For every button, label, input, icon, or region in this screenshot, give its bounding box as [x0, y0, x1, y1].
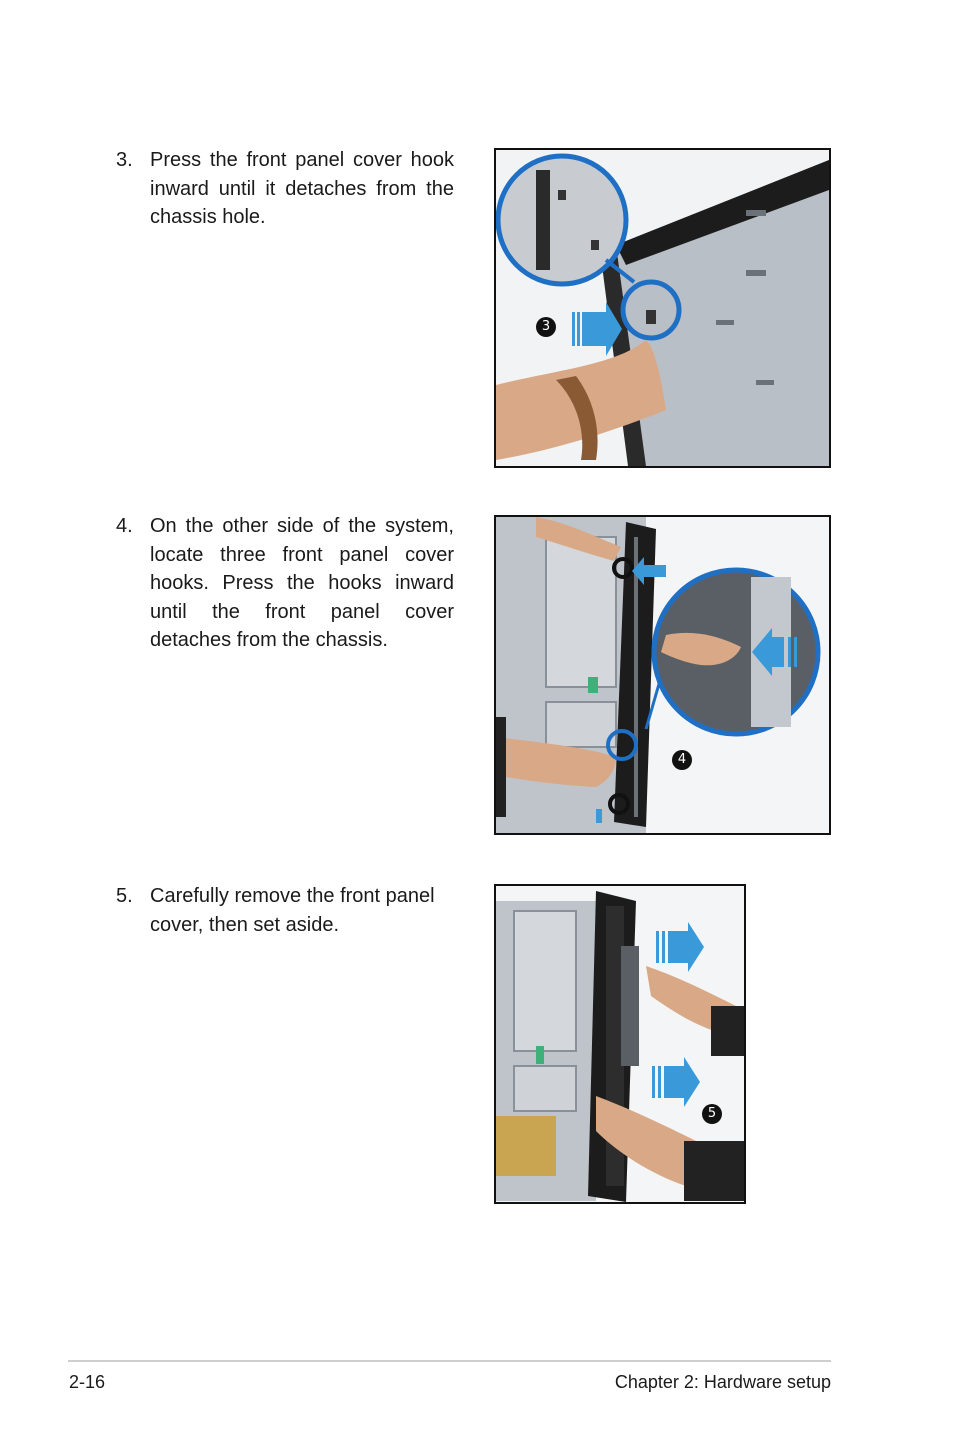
figure-step-3-illustration — [496, 150, 829, 466]
page-number: 2-16 — [69, 1372, 106, 1392]
chapter-title: Chapter 2: Hardware setup — [614, 1372, 831, 1392]
figure-step-5 — [494, 884, 746, 1204]
step-5-badge: 5 — [702, 1104, 722, 1124]
step-4-badge: 4 — [672, 750, 692, 770]
step-4-number: 4. — [116, 515, 133, 537]
figure-step-4 — [494, 515, 831, 835]
figure-step-3 — [494, 148, 831, 468]
step-5-text: Carefully remove the front panel cover, then set aside. — [150, 885, 435, 936]
figure-step-4-illustration — [496, 517, 829, 833]
step-3-text: Press the front panel cover hook inward until it detaches from the chassis hole. — [150, 149, 454, 229]
footer-divider — [68, 1360, 831, 1362]
step-5-number: 5. — [116, 885, 133, 907]
step-3-number: 3. — [116, 149, 133, 171]
figure-step-5-illustration — [496, 886, 744, 1202]
step-3-badge: 3 — [536, 317, 556, 337]
step-4-text: On the other side of the system, locate three front panel cover hooks. Press the hooks inward until the front panel cover detaches from the chassis. — [150, 515, 454, 652]
